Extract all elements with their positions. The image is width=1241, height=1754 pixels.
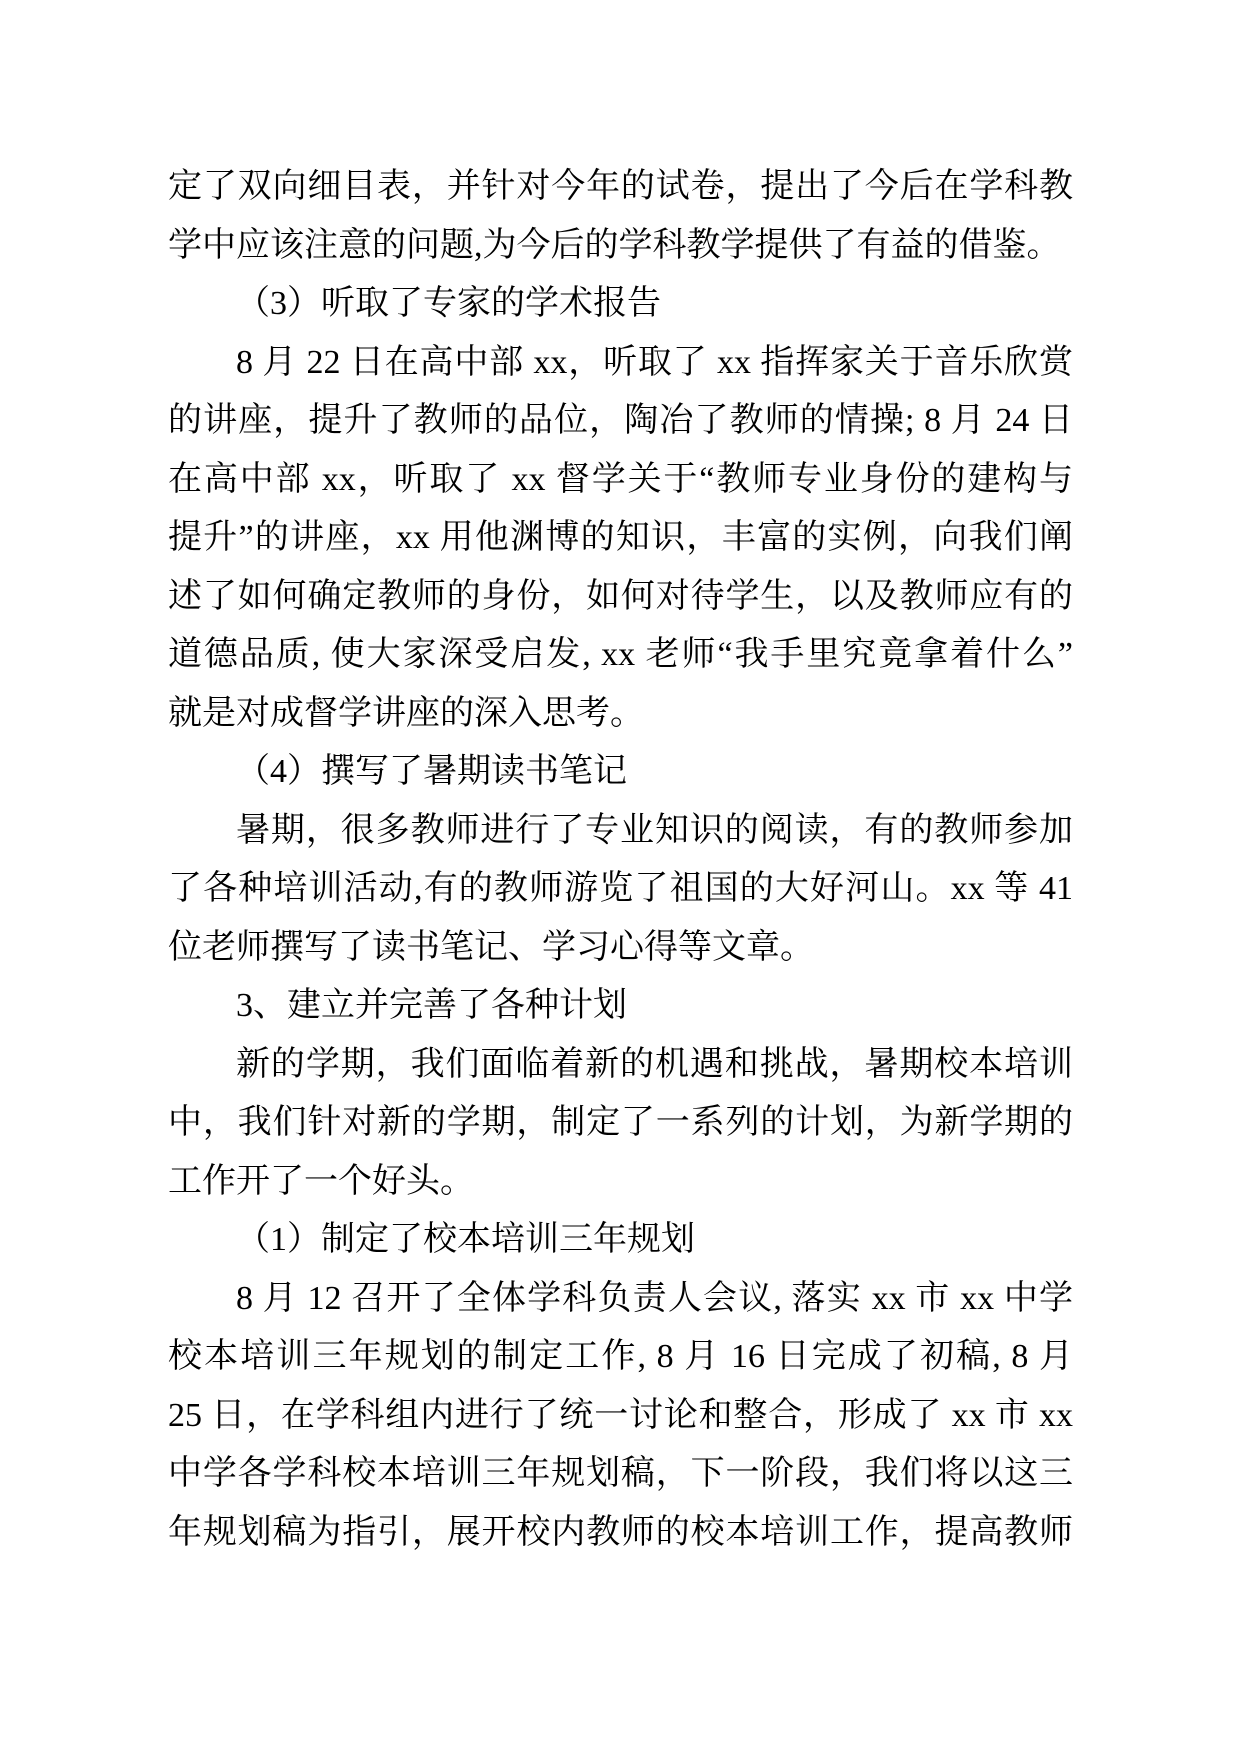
document-body [168,158,1073,1562]
text-line: （4）撰写了暑期读书笔记 [236,753,627,790]
text-line: 提升”的讲座，xx 用他渊博的知识，丰富的实例，向我们阐 [168,519,1073,556]
text-line: 暑期，很多教师进行了专业知识的阅读，有的教师参加 [236,811,1073,849]
text-line: 的讲座，提升了教师的品位，陶冶了教师的情操; 8 月 24 日 [168,402,1073,439]
text-line: 在高中部 xx，听取了 xx 督学关于“教师专业身份的建构与 [168,460,1073,498]
text-line: 中学各学科校本培训三年规划稿，下一阶段，我们将以这三 [168,1455,1073,1492]
text-line: 了各种培训活动,有的教师游览了祖国的大好河山。xx 等 41 [168,870,1073,907]
text-line: 工作开了一个好头。 [168,1162,474,1200]
text-line: 8 月 12 召开了全体学科负责人会议, 落实 xx 市 xx 中学 [236,1279,1073,1317]
text-line: （1）制定了校本培训三年规划 [236,1221,695,1258]
text-line: 3、建立并完善了各种计划 [236,987,627,1024]
text-line: （3）听取了专家的学术报告 [236,285,661,322]
text-line: 校本培训三年规划的制定工作, 8 月 16 日完成了初稿, 8 月 [168,1338,1073,1375]
text-line: 学中应该注意的问题,为今后的学科教学提供了有益的借鉴。 [168,226,1061,264]
text-line: 道德品质, 使大家深受启发, xx 老师“我手里究竟拿着什么” [168,636,1073,673]
text-line: 中，我们针对新的学期，制定了一系列的计划，为新学期的 [168,1104,1073,1141]
text-line: 年规划稿为指引，展开校内教师的校本培训工作，提高教师 [168,1513,1073,1551]
text-line: 25 日，在学科组内进行了统一讨论和整合，形成了 xx 市 xx [168,1396,1073,1434]
text-line: 位老师撰写了读书笔记、学习心得等文章。 [168,928,814,966]
text-line: 就是对成督学讲座的深入思考。 [168,694,644,732]
text-line: 定了双向细目表，并针对今年的试卷，提出了今后在学科教 [168,168,1073,205]
text-line: 述了如何确定教师的身份，如何对待学生，以及教师应有的 [168,577,1073,615]
text-line: 8 月 22 日在高中部 xx，听取了 xx 指挥家关于音乐欣赏 [236,343,1073,381]
text-line: 新的学期，我们面临着新的机遇和挑战，暑期校本培训 [236,1045,1073,1083]
